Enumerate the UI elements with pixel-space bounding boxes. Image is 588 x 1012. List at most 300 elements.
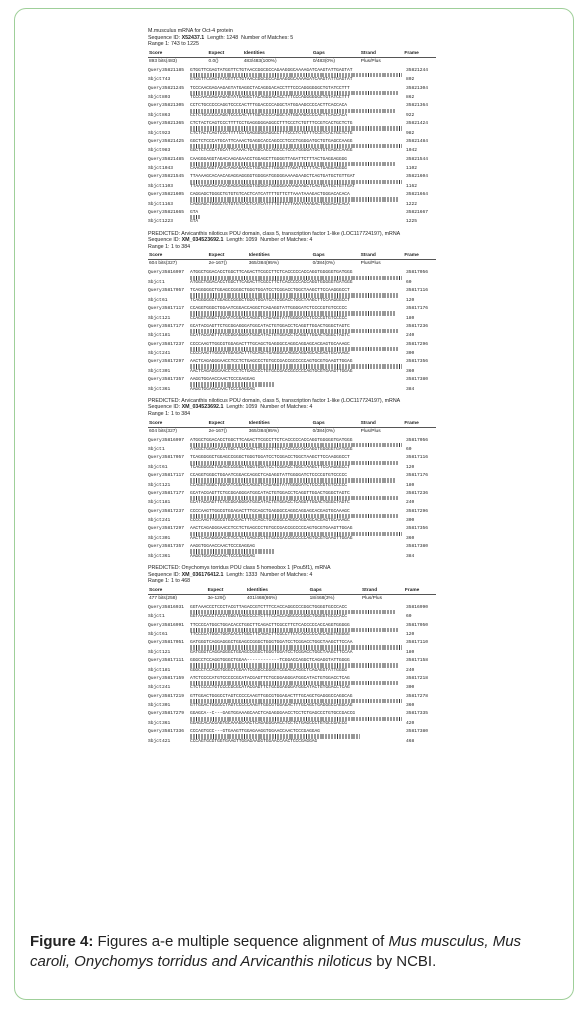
stats-value: 18/468(3%): [309, 595, 335, 601]
alignment-block: [148, 526, 448, 541]
query-sequence: GCATACGAGTTCTGCGGAGGGATGGCATACTGTGGACCTCAGGTTGGACTGGGCTAGTC: [190, 323, 350, 329]
query-end: 35817158: [406, 658, 429, 664]
subject-label: Sbjct: [148, 447, 162, 453]
subject-sequence: ATGGCTGGACACCTGGCTTCAGACTTCGCCTTCTCACCCCCACCAGGTGGGGGTGATGGG: [190, 280, 353, 286]
subject-sequence: CAAGGGAGGTAGACAAGAGAACCTGGAGCTTGGGGTTAGATTCTTTACTGAGGAGGGG: [190, 166, 347, 172]
subject-end: 300: [406, 685, 415, 691]
subject-label: Sbjct: [148, 130, 162, 136]
subject-line: [148, 298, 448, 303]
query-sequence: CCTCTGCCCCCAGGTCCCCACTTTGGACCCCAGGCTATGGAAGCCCCACTTCACCACA: [190, 103, 347, 109]
query-label: Query: [148, 341, 162, 347]
subject-sequence: ATGGCTGGACACCTGGCTTCAGACTTCGCCTTCTCACCCCCACCAGGTGGGGGTGATGGG: [190, 447, 353, 453]
alignment-block: [148, 377, 448, 392]
query-line: [148, 729, 448, 734]
sequence-id: XM_036176412.1: [181, 571, 224, 578]
stats-value: Plus/Plus: [360, 261, 381, 267]
subject-label: Sbjct: [148, 667, 162, 673]
subject-line: [148, 387, 448, 392]
subject-line: [148, 668, 448, 673]
query-line: [148, 306, 448, 311]
query-label: Query: [148, 473, 162, 479]
subject-end: 60: [406, 447, 412, 453]
subject-start: 241: [162, 351, 171, 357]
query-label: Query: [148, 544, 162, 550]
sequence-id-line: [148, 237, 448, 244]
subject-sequence: AAGGTGGAACCAACTCCCGAGGAG: [190, 553, 255, 559]
query-sequence: CCAGGTGGGCTGGAATCGGACCAGGCTCAGAGGTATTGGGGATCTCCCCGTGTCCCCC: [190, 473, 347, 479]
stats-value: 2e-167(): [208, 428, 227, 434]
subject-end: 384: [406, 386, 415, 392]
stats-header: Identities: [248, 253, 312, 260]
stats-header: Strand: [360, 253, 404, 260]
query-line: [148, 473, 448, 478]
subject-sequence: TCCCAACGAGAAGAGTATGAGGCTACAGGGACACCTTTCCCAGGGGGGCTGTATCCTTT: [190, 95, 350, 101]
length-value: 1059: [245, 404, 258, 411]
hit-title: PREDICTED: Arvicanthis niloticus POU domain, class 5, transcription factor 1-like (LOC117724197), mRNA: [148, 397, 401, 404]
subject-start: 923: [162, 130, 171, 136]
subject-line: [148, 280, 448, 285]
subject-line: [148, 554, 448, 559]
query-end: 35817110: [406, 640, 429, 646]
query-start: 35817237: [162, 508, 185, 514]
query-start: 35821485: [162, 156, 185, 162]
subject-sequence: GCATACGAGTTCTGCGGAGGGATGGCATACTGTGGACCTCAGGTTGGACTGGGCTAGTC: [190, 333, 350, 339]
query-start: 35821665: [162, 209, 185, 215]
query-line: [148, 491, 448, 496]
sequence-id: XM_034523692.1: [181, 404, 224, 411]
length-label: Length:: [204, 34, 227, 41]
query-end: 35817176: [406, 473, 429, 479]
subject-sequence: CCTCTGCCCCCAGGTCCCCACTTTGGACCCCAGGCTATGGAAGCCCCACTTCACCACA: [190, 112, 347, 118]
query-label: Query: [148, 526, 162, 532]
stats-header: Gaps: [312, 253, 360, 260]
subject-end: 120: [406, 297, 415, 303]
subject-line: [148, 333, 448, 338]
query-start: 35821545: [162, 174, 185, 180]
subject-line: [148, 166, 448, 171]
query-sequence: GGTAAACCCTCCCTACGTTAGACCGTCTTTCCACCAGGCCCCGGCTGGGGTGCCCACC: [190, 604, 347, 610]
alignment-block: [148, 139, 448, 154]
query-sequence: GTA: [190, 209, 199, 215]
subject-label: Sbjct: [148, 351, 162, 357]
query-label: Query: [148, 270, 162, 276]
length-label: Length:: [223, 404, 246, 411]
subject-label: Sbjct: [148, 500, 162, 506]
stats-value: 0/384(0%): [312, 428, 335, 434]
subject-line: [148, 77, 448, 82]
subject-end: 802: [406, 77, 415, 83]
subject-start: 301: [162, 536, 171, 541]
length-value: 1333: [245, 571, 258, 578]
subject-start: 421: [162, 738, 171, 744]
stats-value: 365/384(95%): [248, 428, 279, 434]
stats-value: 893 bits(483): [149, 58, 177, 64]
alignment-block: [148, 103, 448, 118]
query-line: [148, 86, 448, 91]
query-label: Query: [148, 67, 162, 73]
stats-value: 0/483(0%): [312, 58, 335, 64]
query-line: [148, 288, 448, 293]
subject-start: 1223: [162, 219, 174, 225]
stats-value-row: [148, 427, 436, 435]
stats-table: [148, 51, 436, 65]
subject-line: [148, 614, 448, 619]
query-line: [148, 711, 448, 716]
query-sequence: GGAGCA--C---GAGTGGAAAGCAACTCAGAGGGAACCTCCTCTGAGCCCTGTGCCGACCG: [190, 711, 356, 717]
subject-end: 1225: [406, 219, 418, 225]
subject-end: 240: [406, 333, 415, 339]
stats-header: Identities: [248, 421, 312, 428]
query-start: 35817357: [162, 544, 185, 550]
subject-label: Sbjct: [148, 95, 162, 101]
matches-label: Number of Matches:: [238, 34, 291, 41]
stats-value: 3e-129(): [207, 595, 226, 601]
query-start: 35821185: [162, 67, 185, 73]
stats-header: Frame: [403, 51, 436, 58]
subject-label: Sbjct: [148, 315, 162, 321]
stats-value: [403, 427, 436, 435]
subject-end: 180: [406, 315, 415, 321]
query-line: [148, 438, 448, 443]
subject-label: Sbjct: [148, 720, 162, 726]
query-sequence: AACTCAGAGGGAACCTCCTCTGAGCCCTGTGCCGACCGCCCCCAGTGCGTGAAGTTGGAG: [190, 359, 353, 365]
subject-label: Sbjct: [148, 112, 162, 118]
subject-sequence: CCAGGTGGGCTGGAATCGGACCAGGCTCAGAGGTATTGGGGATCTCCCCGTGTCCCCC: [190, 482, 347, 488]
query-label: Query: [148, 640, 162, 646]
stats-value: 483/483(100%): [243, 58, 277, 64]
query-label: Query: [148, 693, 162, 699]
query-end: 35821364: [406, 103, 429, 109]
query-start: 35817177: [162, 323, 185, 329]
query-end: 35817176: [406, 305, 429, 311]
alignment-blocks: [148, 68, 448, 225]
subject-line: [148, 131, 448, 136]
query-line: [148, 121, 448, 126]
query-label: Query: [148, 288, 162, 294]
query-line: [148, 544, 448, 549]
query-sequence: CCCCAAGTTGGCGTGGAGACTTTGCAGCTGAGGGCCAGGCAGGAGCACGAGTGCAAAGC: [190, 508, 350, 514]
subject-label: Sbjct: [148, 219, 162, 225]
subject-start: 361: [162, 386, 171, 392]
query-line: [148, 342, 448, 347]
query-end: 35817236: [406, 490, 429, 496]
subject-start: 61: [162, 464, 168, 470]
subject-label: Sbjct: [148, 77, 162, 83]
query-sequence: GCATACGAGTTCTGCGGAGGGATGGCATACTGTGGACCTCAGGTTGGACTGGGCTAGTC: [190, 490, 350, 496]
subject-end: 240: [406, 667, 415, 673]
sequence-id-line: [148, 35, 448, 42]
query-line: [148, 68, 448, 73]
subject-start: 301: [162, 368, 171, 374]
query-sequence: GTTGGACTGGGCCTAGTCCCCCAAGTTGGCGTGGAGACTTTGCAGCTGAGGGCCAGGCAG: [190, 693, 353, 699]
subject-start: 1: [162, 447, 165, 453]
alignment-block: [148, 121, 448, 136]
stats-header: Strand: [360, 421, 404, 428]
stats-header: Expect: [208, 253, 248, 260]
subject-line: [148, 536, 448, 541]
query-label: Query: [148, 156, 162, 162]
subject-start: 863: [162, 112, 171, 118]
query-label: Query: [148, 174, 162, 180]
query-label: Query: [148, 305, 162, 311]
query-sequence: CTCTACTCAGTCCCTTTTCCTGAGGGGGAGGCCTTTCCCTCTGTTTCCGTCACTGCTCTG: [190, 121, 353, 127]
hit-title: PREDICTED: Arvicanthis niloticus POU domain, class 5, transcription factor 1-like (LOC117724197), mRNA: [148, 230, 401, 237]
subject-label: Sbjct: [148, 368, 162, 374]
alignment-section: [148, 28, 448, 225]
subject-line: [148, 465, 448, 470]
query-start: 35817177: [162, 490, 185, 496]
subject-end: 120: [406, 632, 415, 638]
sequence-id: X52437.1: [181, 34, 205, 41]
alignment-blocks: [148, 605, 448, 744]
query-sequence: CCAGGTGGGCTGGAATCGGACCAGGCTCAGAGGTATTGGGGATCTCCCCGTGTCCCCC: [190, 305, 347, 311]
query-label: Query: [148, 604, 162, 610]
query-line: [148, 157, 448, 162]
query-end: 35817356: [406, 359, 429, 365]
stats-value: [403, 57, 436, 65]
subject-end: 240: [406, 500, 415, 506]
subject-sequence: GGTAAACCCTCCCTGGGTGAGCCCCTCTTTCCACCAGGCCCCGGCTGGGGTGCCCACC: [190, 614, 347, 620]
caption-text: [30, 933, 521, 970]
alignment-block: [148, 473, 448, 488]
subject-end: 420: [406, 720, 415, 726]
subject-sequence: GTA: [190, 219, 199, 225]
stats-header: Strand: [361, 588, 404, 595]
subject-sequence: GTTGGACTGGGCCTAGTCCCCCAAGTTGGCGTGGAGACTTTGCAGCTGAGGGCCAGGCAG: [190, 703, 353, 709]
stats-header: Score: [148, 421, 208, 428]
stats-table: [148, 588, 436, 602]
length-label: Length:: [223, 571, 246, 578]
query-sequence: CCCCAAGTTGGCGTGGAGACTTTGCAGCTGAGGGCCAGGCAGGAGCACGAGTGCAAAGC: [190, 341, 350, 347]
query-start: 35816991: [162, 622, 185, 628]
alignment-block: [148, 729, 448, 744]
query-end: 35817056: [406, 437, 429, 443]
subject-line: [148, 148, 448, 153]
alignment-figure: [148, 28, 448, 750]
query-start: 35816997: [162, 437, 185, 443]
query-end: 35821304: [406, 85, 429, 91]
sequence-id-label: Sequence ID:: [148, 571, 182, 578]
subject-sequence: AAGGTGGAACCAACTCCCGAGGAG: [190, 386, 255, 392]
sequence-id-line: [148, 572, 448, 579]
subject-line: [148, 500, 448, 505]
subject-sequence: GATGGGTCAGGAGGGCTGGAGCCGGGCTGGGTGGATCCTCGGACCTGGCTAAGCTTCCAA: [190, 649, 353, 655]
subject-line: [148, 351, 448, 356]
query-label: Query: [148, 437, 162, 443]
query-end: 35817056: [406, 270, 429, 276]
sequence-id-label: Sequence ID:: [148, 34, 182, 41]
query-line: [148, 103, 448, 108]
subject-end: 60: [406, 614, 412, 620]
matches-label: Number of Matches:: [257, 404, 310, 411]
alignment-block: [148, 342, 448, 357]
query-line: [148, 455, 448, 460]
query-label: Query: [148, 138, 162, 144]
query-start: 35817297: [162, 526, 185, 532]
subject-start: 361: [162, 720, 171, 726]
subject-end: 120: [406, 464, 415, 470]
alignment-block: [148, 605, 448, 620]
alignment-section: [148, 398, 448, 559]
query-start: 35817357: [162, 377, 185, 383]
alignment-block: [148, 68, 448, 83]
subject-start: 803: [162, 95, 171, 101]
alignment-block: [148, 288, 448, 303]
query-line: [148, 324, 448, 329]
query-label: Query: [148, 675, 162, 681]
subject-line: [148, 95, 448, 100]
query-end: 35817218: [406, 675, 429, 681]
subject-sequence: GGAGCACACGAGTGCAAAGCAACTCAGAGGGAACCTCCTCTGAGCCCTGTGCCGACCG: [190, 720, 347, 726]
stats-header: Expect: [208, 421, 248, 428]
caption-species: Mus musculus, Mus caroli, Onychomys torridus and Arvicanthis niloticus: [30, 933, 522, 970]
subject-sequence: CCCCAAGTTGGCGTGGAGACTTTGCAGCTGAGGGCCAGGCAGGAGCACGAGTGCAAAGC: [190, 351, 350, 357]
subject-label: Sbjct: [148, 297, 162, 303]
query-sequence: GTGGTTCGAGTATGGTTCTGTAACCGGCGCCAGAAGGGCAAAAGATCAAGTATTGAGTAT: [190, 67, 353, 73]
query-label: Query: [148, 323, 162, 329]
query-label: Query: [148, 103, 162, 109]
subject-end: 862: [406, 95, 415, 101]
query-sequence: GATGGGTCAGGAGGGCTGGAGCCGGGCTGGGTGGATCCTCGGACCTGGCTAAGCTTCCAA: [190, 640, 353, 646]
subject-sequence: AACTCAGAGGGAACCTCCTCTGAGCCCTGTGCCGACCGCCCCCAGTGCGTGAAGTTGGAG: [190, 368, 353, 374]
alignment-block: [148, 157, 448, 172]
query-end: 35817296: [406, 508, 429, 514]
subject-label: Sbjct: [148, 738, 162, 744]
query-label: Query: [148, 121, 162, 127]
stats-value: Plus/Plus: [360, 58, 381, 64]
query-end: 35816990: [406, 604, 429, 610]
length-value: 1059: [245, 237, 258, 244]
subject-end: 300: [406, 518, 415, 524]
subject-line: [148, 703, 448, 708]
query-end: 35817278: [406, 693, 429, 699]
query-sequence: ATGGCTGGACACCTGGCTTCAGACTTCGCCTTCTCACCCCCACCAGGTGGGGGTGATGGG: [190, 437, 353, 443]
subject-start: 121: [162, 482, 171, 488]
query-line: [148, 210, 448, 215]
query-label: Query: [148, 209, 162, 215]
query-start: 35817051: [162, 640, 185, 646]
query-label: Query: [148, 622, 162, 628]
stats-header: Gaps: [309, 588, 361, 595]
alignment-block: [148, 711, 448, 726]
stats-header: Identities: [243, 51, 312, 58]
stats-header: Gaps: [312, 421, 360, 428]
query-sequence: TTCCCCATGGCTGGACACCTGGCTTCAGACTTCGCCTTCTCACCCCCACCAGGTGGGGG: [190, 622, 350, 628]
query-line: [148, 377, 448, 382]
subject-sequence: TTAAAAGCACAACAGAGGAGGGGTGGGGATGGGGGAAAAGAAGCTCAGTGATGCTGTTGAT: [190, 183, 356, 189]
query-end: 35817116: [406, 455, 429, 461]
stats-value-row: [148, 57, 436, 65]
stats-value: 401/468(86%): [246, 595, 278, 601]
query-line: [148, 270, 448, 275]
stats-value: 604 bits(327): [149, 261, 177, 267]
query-end: 35817335: [406, 711, 429, 717]
query-label: Query: [148, 455, 162, 461]
subject-start: 241: [162, 518, 171, 524]
query-sequence: AAGGTGGAACCAACTCCCGAGGAG: [190, 544, 255, 550]
subject-line: [148, 447, 448, 452]
stats-header: Score: [148, 51, 208, 58]
alignment-block: [148, 623, 448, 638]
subject-line: [148, 219, 448, 224]
subject-start: 181: [162, 333, 171, 339]
subject-sequence: GTGGTTCGAGTATGGTTCTGTAACCGGCGCCAGAAGGGCAAAAGATCAAGTATTGAGTAT: [190, 77, 353, 83]
subject-line: [148, 113, 448, 118]
subject-label: Sbjct: [148, 166, 162, 172]
alignment-block: [148, 270, 448, 285]
subject-label: Sbjct: [148, 685, 162, 691]
query-start: 35821305: [162, 103, 185, 109]
query-line: [148, 509, 448, 514]
stats-header: Frame: [403, 253, 436, 260]
query-label: Query: [148, 508, 162, 514]
query-label: Query: [148, 658, 162, 664]
subject-line: [148, 685, 448, 690]
subject-label: Sbjct: [148, 518, 162, 524]
subject-end: 922: [406, 112, 415, 118]
stats-header: Frame: [403, 421, 436, 428]
subject-line: [148, 650, 448, 655]
query-start: 35817117: [162, 305, 185, 311]
sequence-id-label: Sequence ID:: [148, 404, 182, 411]
query-sequence: TTAAAAGCACAACAGAGGAGGGGTGGGGATGGGGGAAAAGAAGCTCAGTGATGCTGTTGAT: [190, 174, 356, 180]
query-end: 35817116: [406, 288, 429, 294]
subject-start: 181: [162, 500, 171, 506]
matches-value: 4: [309, 404, 313, 411]
query-start: 35817057: [162, 455, 185, 461]
query-start: 35817297: [162, 359, 185, 365]
stats-header: Gaps: [312, 51, 360, 58]
query-line: [148, 526, 448, 531]
matches-label: Number of Matches:: [257, 237, 310, 244]
query-end: 35817380: [406, 544, 429, 550]
stats-header: Expect: [208, 51, 243, 58]
query-start: 35817111: [162, 658, 185, 664]
query-start: 35817219: [162, 693, 185, 699]
query-sequence: ATGGCTGGACACCTGGCTTCAGACTTCGCCTTCTCACCCCCACCAGGTGGGGGTGATGGG: [190, 270, 353, 276]
stats-header: Frame: [404, 588, 436, 595]
caption-text-part: Figures a-e multiple sequence alignment of: [97, 933, 389, 950]
alignment-blocks: [148, 270, 448, 391]
query-end: 35817296: [406, 341, 429, 347]
query-label: Query: [148, 490, 162, 496]
query-sequence: AACTCAGAGGGAACCTCCTCTGAGCCCTGTGCCGACCGCCCCCAGTGCGTGAAGTTGGAG: [190, 526, 353, 532]
stats-header: Identities: [246, 588, 309, 595]
query-start: 35821365: [162, 121, 185, 127]
query-start: 35817057: [162, 288, 185, 294]
matches-value: 5: [290, 34, 294, 41]
alignment-block: [148, 210, 448, 225]
length-value: 1248: [226, 34, 239, 41]
subject-sequence: CTCTACTCAGTCCCTTTTCCTGAGGGGGAGGCCTTTCCCTCTGTTTCCGTCACTGCTCTG: [190, 130, 353, 136]
alignment-block: [148, 491, 448, 506]
query-end: 35821544: [406, 156, 429, 162]
query-label: Query: [148, 192, 162, 198]
range-line: Range 1: 743 to 1225: [148, 41, 199, 48]
matches-value: 4: [309, 237, 313, 244]
stats-value-row: [148, 260, 436, 268]
query-start: 35817336: [162, 729, 185, 735]
subject-start: 121: [162, 315, 171, 321]
query-start: 35817279: [162, 711, 185, 717]
subject-end: 1042: [406, 148, 418, 154]
stats-table: [148, 253, 436, 267]
figure-caption: [30, 932, 560, 972]
range-line: Range 1: 1 to 468: [148, 578, 191, 585]
query-sequence: TCCCAACGAGAAGAGTATGAGGCTACAGGGACACCTTTCCCAGGGGGGCTGTATCCTTT: [190, 85, 350, 91]
alignment-block: [148, 640, 448, 655]
subject-label: Sbjct: [148, 464, 162, 470]
